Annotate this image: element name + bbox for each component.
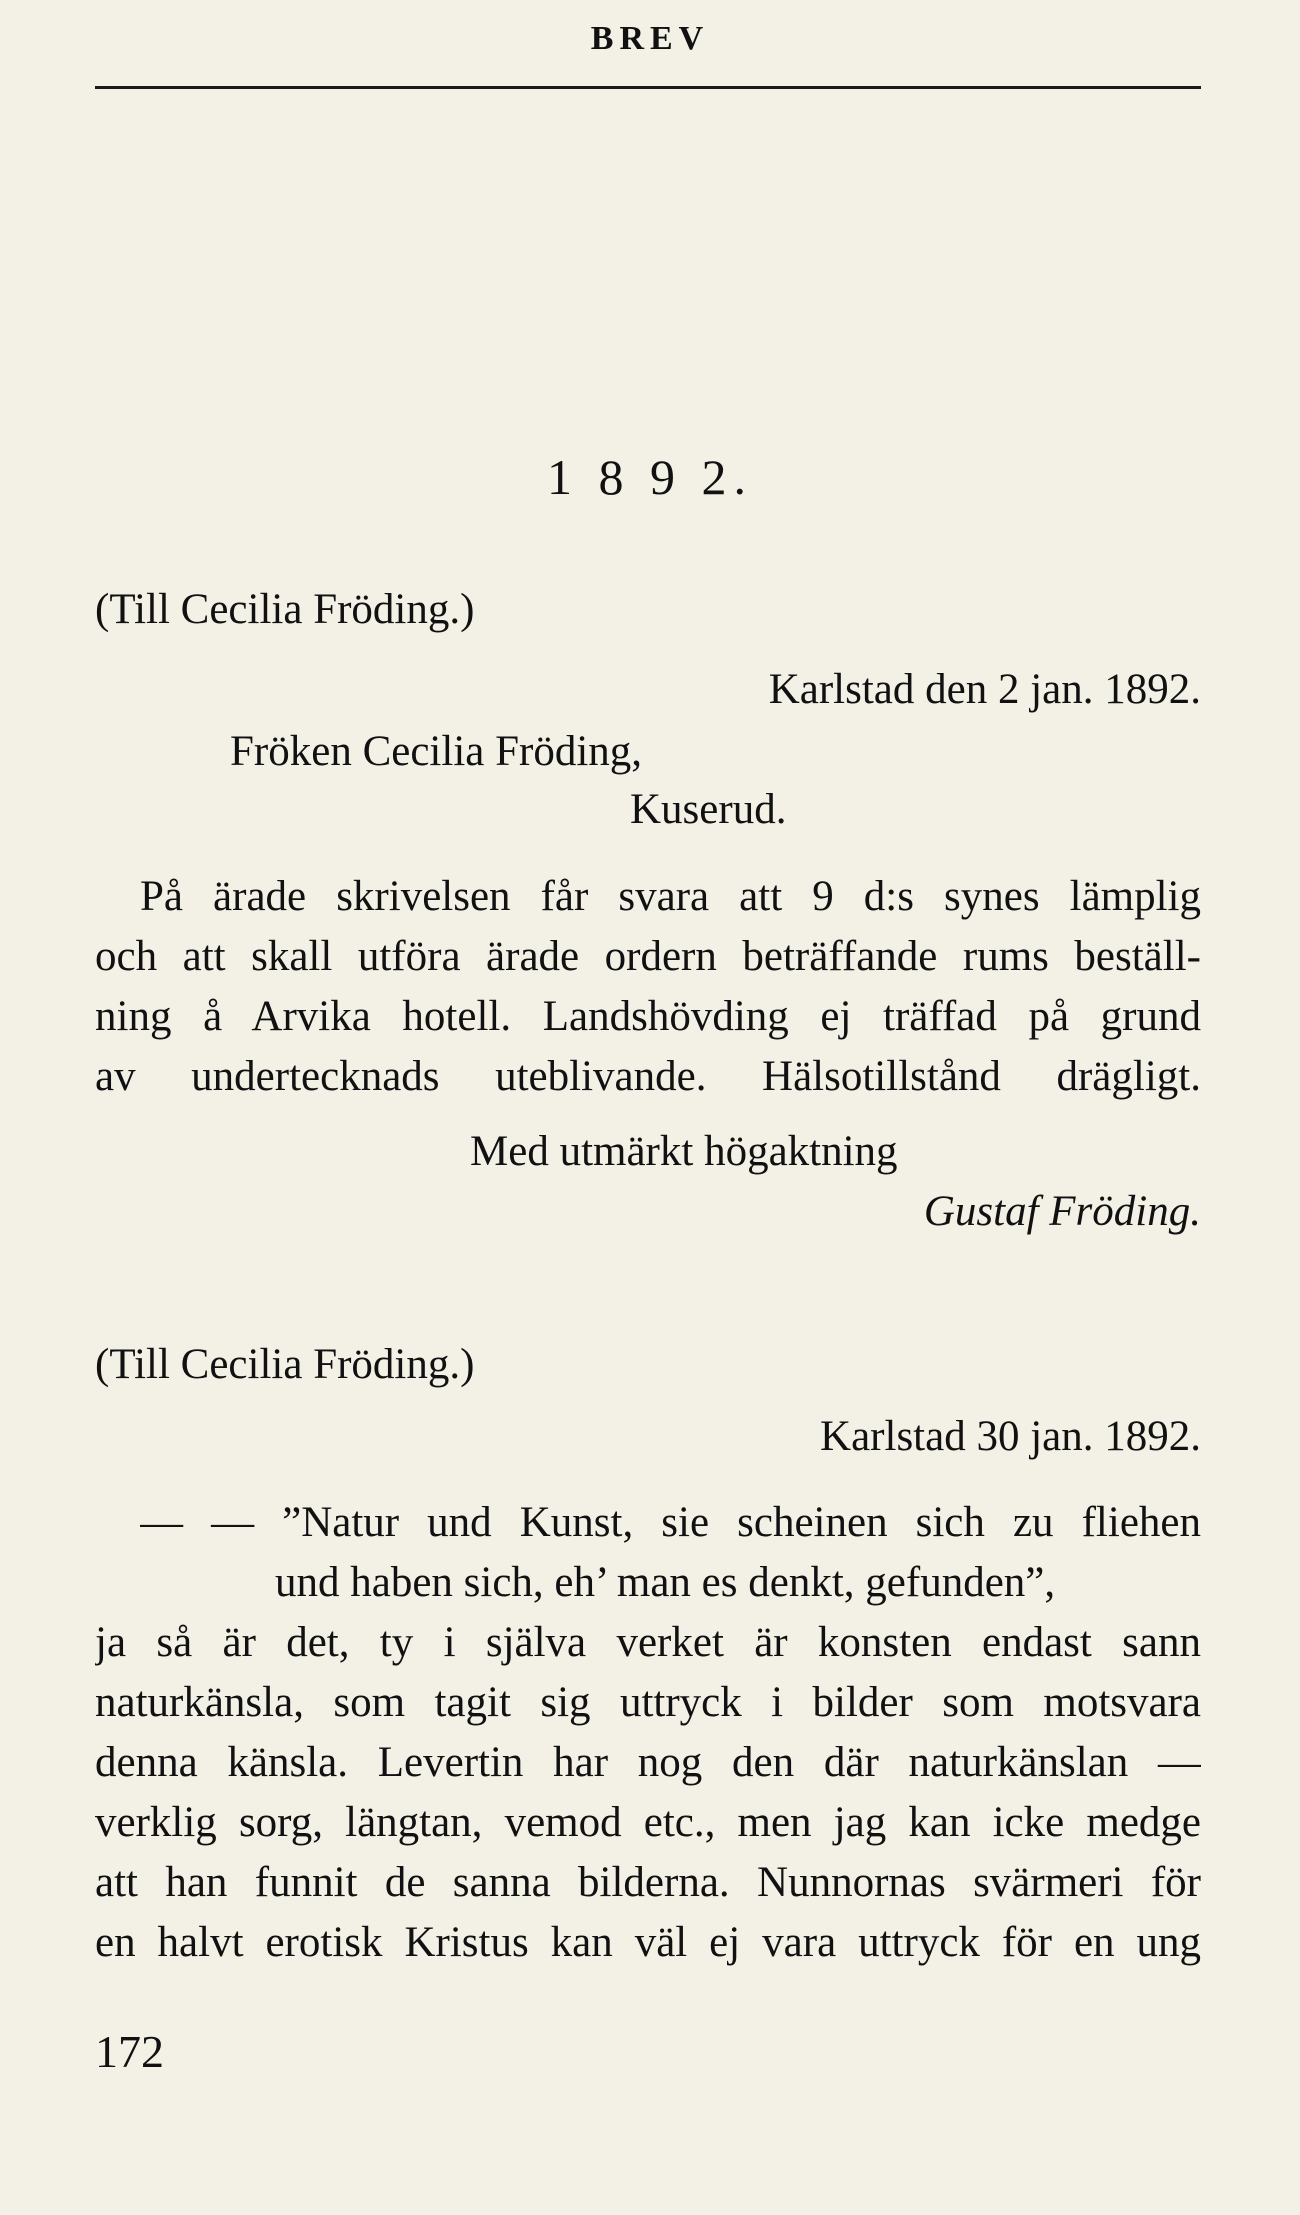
letter2-body-line: ja så är det, ty i själva verket är konsten endast sann (95, 1619, 1201, 1666)
letter2-quote-line: und haben sich, eh’ man es denkt, gefunden”, (275, 1559, 1056, 1606)
letter1-closing: Med utmärkt högaktning (470, 1128, 898, 1175)
letter1-address: Kuserud. (630, 786, 787, 833)
letter2-body-line: denna känsla. Levertin har nog den där naturkänslan — (95, 1739, 1201, 1786)
letter1-signature: Gustaf Fröding. (923, 1188, 1201, 1235)
letter1-place-date: Karlstad den 2 jan. 1892. (768, 666, 1201, 713)
letter2-body-line: att han funnit de sanna bilderna. Nunnornas svärmeri för (95, 1859, 1201, 1906)
letter1-recipient-note: (Till Cecilia Fröding.) (95, 586, 475, 633)
page-number: 172 (95, 2026, 164, 2077)
letter1-body-line: och att skall utföra ärade ordern beträffande rums beställ- (95, 933, 1201, 980)
letter2-place-date: Karlstad 30 jan. 1892. (820, 1413, 1201, 1460)
letter1-body-line: På ärade skrivelsen får svara att 9 d:s synes lämplig (140, 873, 1201, 920)
letter2-body-line: naturkänsla, som tagit sig uttryck i bilder som motsvara (95, 1679, 1201, 1726)
letter2-quote-line: — — ”Natur und Kunst, sie scheinen sich zu fliehen (140, 1499, 1201, 1546)
letter2-recipient-note: (Till Cecilia Fröding.) (95, 1341, 475, 1388)
letter2-body-line: verklig sorg, längtan, vemod etc., men jag kan icke medge (95, 1799, 1201, 1846)
running-header: BREV (590, 20, 710, 57)
letter1-body-line: ning å Arvika hotell. Landshövding ej träffad på grund (95, 993, 1201, 1040)
year-heading: 1 8 9 2. (547, 449, 753, 505)
letter2-body-line: en halvt erotisk Kristus kan väl ej vara uttryck för en ung (95, 1919, 1201, 1966)
letter1-body-line: av undertecknads uteblivande. Hälsotillstånd drägligt. (95, 1053, 1201, 1100)
header-rule (95, 86, 1201, 89)
letter1-salutation: Fröken Cecilia Fröding, (230, 728, 643, 775)
